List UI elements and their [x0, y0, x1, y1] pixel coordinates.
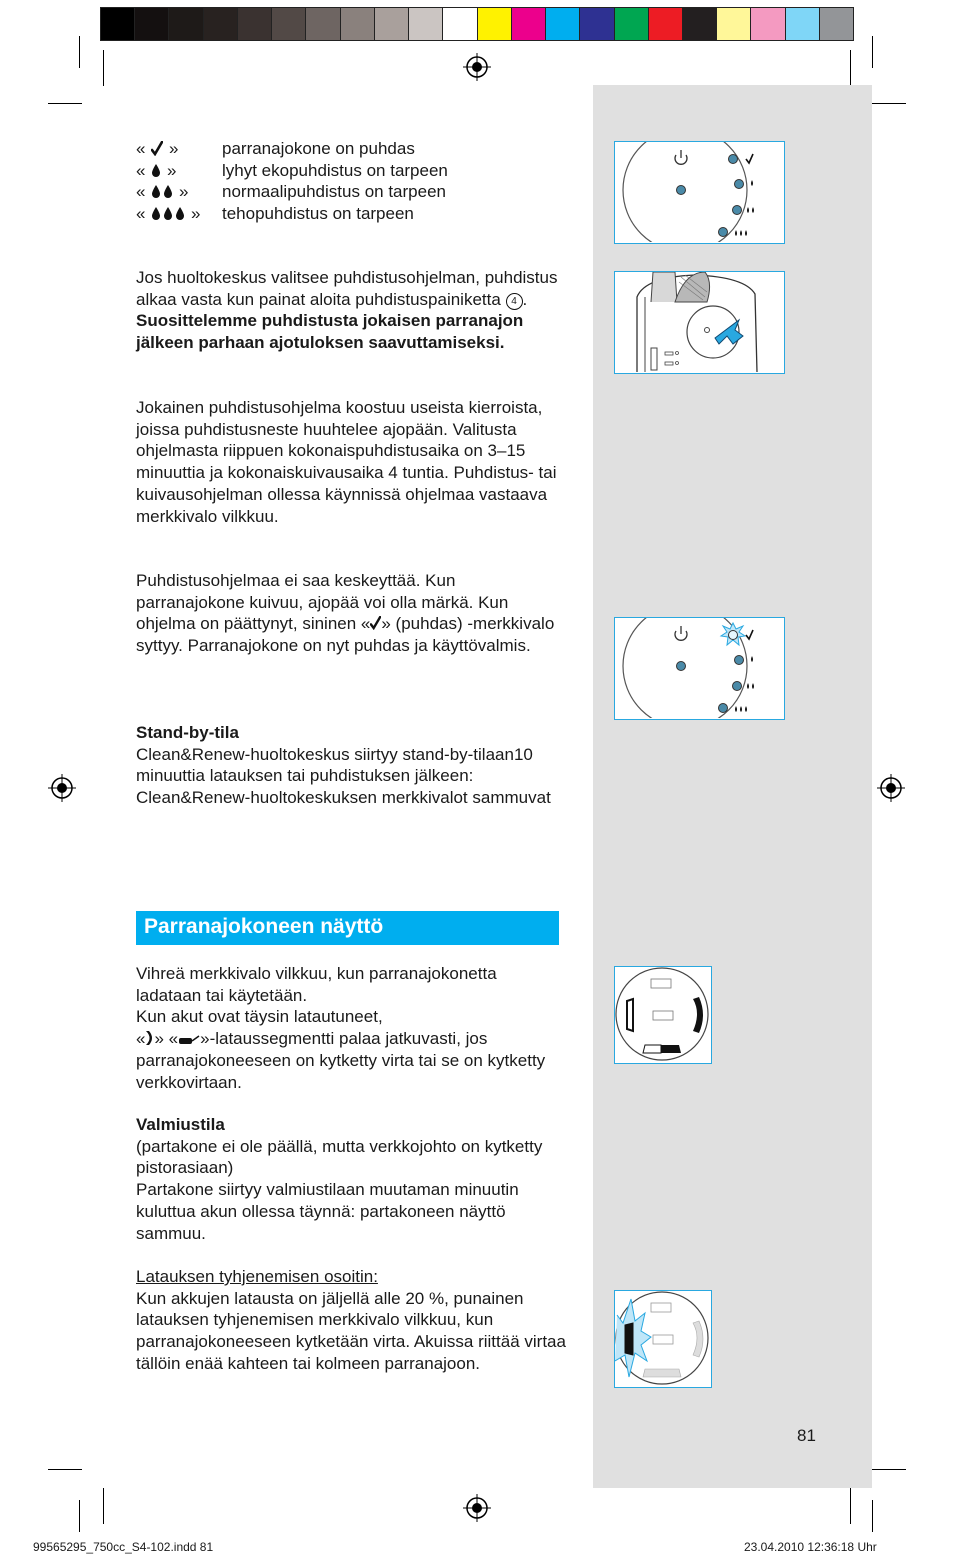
color-swatch: [375, 8, 409, 40]
ready-section: [136, 1114, 566, 1244]
low-battery-section: [136, 1266, 566, 1375]
figure-station-start-button: [614, 271, 785, 374]
legend-row-intensive: « » tehopuhdistus on tarpeen: [136, 204, 414, 223]
crop-mark: [79, 1500, 80, 1532]
color-swatch: [443, 8, 477, 40]
color-swatch: [512, 8, 546, 40]
color-swatch: [409, 8, 443, 40]
led-normal: [733, 682, 742, 691]
color-swatch: [101, 8, 135, 40]
crop-mark: [79, 36, 80, 68]
check-icon: [746, 630, 753, 639]
standby-title: Stand-by-tila: [136, 723, 239, 742]
registration-mark-icon: [463, 1494, 491, 1522]
standby-section: [136, 722, 566, 809]
color-swatch: [786, 8, 820, 40]
crop-mark: [850, 1488, 851, 1524]
crop-mark: [872, 1469, 906, 1470]
figure-shaver-display-low-battery: [614, 1290, 712, 1388]
color-swatch: [751, 8, 785, 40]
color-swatch: [580, 8, 614, 40]
drop-icon: [163, 184, 173, 199]
step-number-badge: 4: [506, 293, 523, 310]
crop-mark: [103, 1488, 104, 1524]
color-swatch: [649, 8, 683, 40]
drop-icon: [151, 184, 161, 199]
footer-filename: 99565295_750cc_S4-102.indd 81: [33, 1540, 214, 1554]
color-swatch: [169, 8, 203, 40]
power-icon: [675, 626, 687, 640]
color-swatch: [238, 8, 272, 40]
color-swatch: [546, 8, 580, 40]
led-intensive: [719, 228, 728, 237]
led-clean: [729, 631, 738, 640]
figure-control-panel: [614, 141, 785, 244]
color-calibration-bar: [100, 7, 854, 41]
figure-control-panel-clean-lit: [614, 617, 785, 720]
drop-icon: [735, 706, 747, 712]
paragraph-display-charging: Vihreä merkkivalo vilkkuu, kun parranajokonetta ladataan tai käytetään. Kun akut ovat täysin latautuneet, « » « »-lataussegmentti palaa jatkuvasti, jos parranajokoneeseen on kytketty virta tai se on kytketty verkkovirtaan.: [136, 964, 546, 1092]
crop-mark: [48, 103, 82, 104]
charge-segment: [693, 997, 703, 1033]
crop-mark: [872, 1500, 873, 1532]
color-swatch: [135, 8, 169, 40]
plug-icon: [178, 1033, 200, 1045]
low-battery-text: Kun akkujen latausta on jäljellä alle 20 %, punainen latauksen tyhjenemisen merkkivalo vilkkuu, kun parranajokoneeseen kytketään virta. Akuissa riittää virtaa tällöin enää kahteen tai kolmeen parranajoon.: [136, 1288, 566, 1373]
paragraph-cleaning-cycles: Jokainen puhdistusohjelma koostuu useista kierroista, joissa puhdistusneste huuhtelee ajopään. Valitusta ohjelmasta riippuen kokonaispuhdistusaika on 3–15 minuuttia ja kokonaiskuivausaika 4 tuntia. Puhdistus- tai kuivausohjelman ollessa käynnissä ohjelmaa vastaava merkkivalo vilkkuu.: [136, 398, 557, 526]
section-heading-text: Parranajokoneen näyttö: [144, 915, 384, 938]
check-icon: [746, 154, 753, 163]
section-heading: [136, 911, 559, 945]
legend-row-normal: « » normaalipuhdistus on tarpeen: [136, 182, 446, 201]
drop-icon: [163, 206, 173, 221]
page-number: 81: [797, 1426, 816, 1445]
power-icon: [675, 150, 687, 164]
standby-text: Clean&Renew-huoltokeskus siirtyy stand-by-tilaan10 minuuttia latauksen tai puhdistuksen jälkeen: Clean&Renew-huoltokeskuksen merkkivalot sammuvat: [136, 744, 551, 808]
drop-icon: [735, 230, 747, 236]
legend-row-clean: « » parranajokone on puhdas: [136, 139, 415, 158]
registration-mark-icon: [463, 53, 491, 81]
led-clean: [729, 155, 738, 164]
color-swatch: [683, 8, 717, 40]
drop-icon: [151, 163, 161, 178]
figure-shaver-display-full: [614, 966, 712, 1064]
color-swatch: [478, 8, 512, 40]
color-swatch: [615, 8, 649, 40]
start-button-led: [677, 186, 686, 195]
drop-icon: [175, 206, 185, 221]
crop-mark: [103, 50, 104, 86]
led-intensive: [719, 704, 728, 713]
color-swatch: [341, 8, 375, 40]
led-eco: [735, 656, 744, 665]
color-swatch: [204, 8, 238, 40]
ready-text: Partakone siirtyy valmiustilaan muutaman minuutin kuluttua akun ollessa täynnä: partakoneen näyttö sammuu.: [136, 1180, 519, 1243]
crop-mark: [872, 103, 906, 104]
legend-row-eco: « » lyhyt ekopuhdistus on tarpeen: [136, 161, 448, 180]
drop-icon: [151, 206, 161, 221]
low-battery-title: Latauksen tyhjenemisen osoitin:: [136, 1267, 378, 1286]
ready-text-condition: (partakone ei ole päällä, mutta verkkojohto on kytketty pistorasiaan): [136, 1136, 543, 1178]
crop-mark: [48, 1469, 82, 1470]
start-button-led: [677, 662, 686, 671]
color-swatch: [306, 8, 340, 40]
led-normal: [733, 206, 742, 215]
check-icon: [151, 141, 163, 156]
footer-timestamp: 23.04.2010 12:36:18 Uhr: [744, 1540, 877, 1554]
drop-icon: [747, 683, 754, 689]
ready-title: Valmiustila: [136, 1115, 225, 1134]
registration-mark-icon: [877, 774, 905, 802]
drop-icon: [751, 656, 753, 662]
crop-mark: [872, 36, 873, 68]
crop-mark: [850, 50, 851, 86]
registration-mark-icon: [48, 774, 76, 802]
drop-icon: [747, 207, 754, 213]
color-swatch: [820, 8, 853, 40]
low-battery-segment: [625, 1323, 633, 1355]
color-swatch: [717, 8, 751, 40]
check-icon: [370, 616, 381, 630]
color-swatch: [272, 8, 306, 40]
paragraph-do-not-interrupt: Puhdistusohjelmaa ei saa keskeyttää. Kun parranajokone kuivuu, ajopää voi olla märkä. Kun ohjelma on päättynyt, sininen « » (puhdas) -merkkivalo syttyy. Parranajokone on nyt puhdas ja käyttövalmis.: [136, 571, 555, 656]
paragraph-program-selection: Jos huoltokeskus valitsee puhdistusohjelman, puhdistus alkaa vasta kun painat aloita puhdistuspainiketta 4 . Suosittelemme puhdistusta jokaisen parranajon jälkeen parhaan ajotuloksen saavuttamiseksi.: [136, 268, 558, 353]
led-eco: [735, 180, 744, 189]
drop-icon: [751, 180, 753, 186]
